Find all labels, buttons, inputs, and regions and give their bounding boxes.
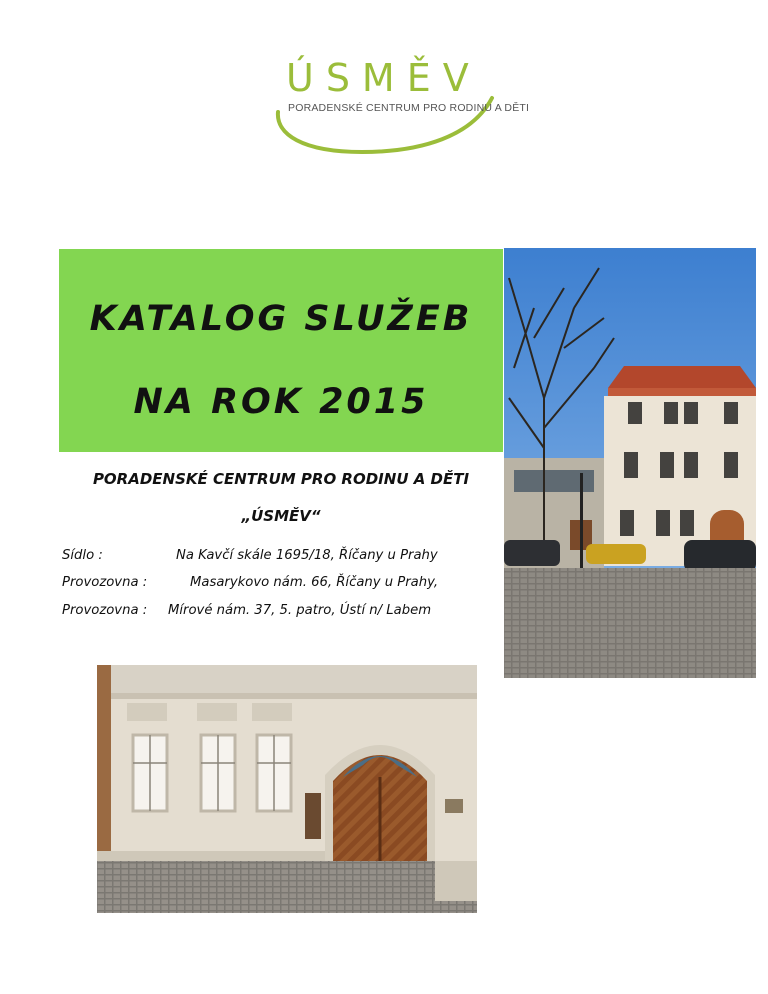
address-value: Mírové nám. 37, 5. patro, Ústí n/ Labem — [168, 603, 432, 618]
address-value: Na Kavčí skále 1695/18, Říčany u Prahy — [176, 548, 438, 563]
address-row — [62, 575, 439, 590]
logo-subtitle: PORADENSKÉ CENTRUM PRO RODINU A DĚTI — [288, 102, 530, 114]
address-label: Provozovna : — [62, 603, 148, 618]
address-row — [62, 548, 438, 563]
banner-title-line1: KATALOG SLUŽEB — [89, 299, 473, 339]
address-label: Sídlo : — [62, 548, 103, 563]
organization-name: PORADENSKÉ CENTRUM PRO RODINU A DĚTI — [92, 470, 470, 488]
address-row — [62, 603, 432, 618]
logo — [272, 56, 530, 166]
address-label: Provozovna : — [62, 575, 148, 590]
logo-title: ÚSMĚV — [286, 56, 481, 100]
title-banner — [59, 249, 503, 452]
banner-title-line2: NA ROK 2015 — [133, 382, 429, 422]
address-value: Masarykovo nám. 66, Říčany u Prahy, — [190, 575, 439, 590]
building-square-photo — [504, 248, 756, 678]
organization-short-name: „ÚSMĚV“ — [241, 507, 321, 525]
building-door-photo — [97, 665, 477, 913]
